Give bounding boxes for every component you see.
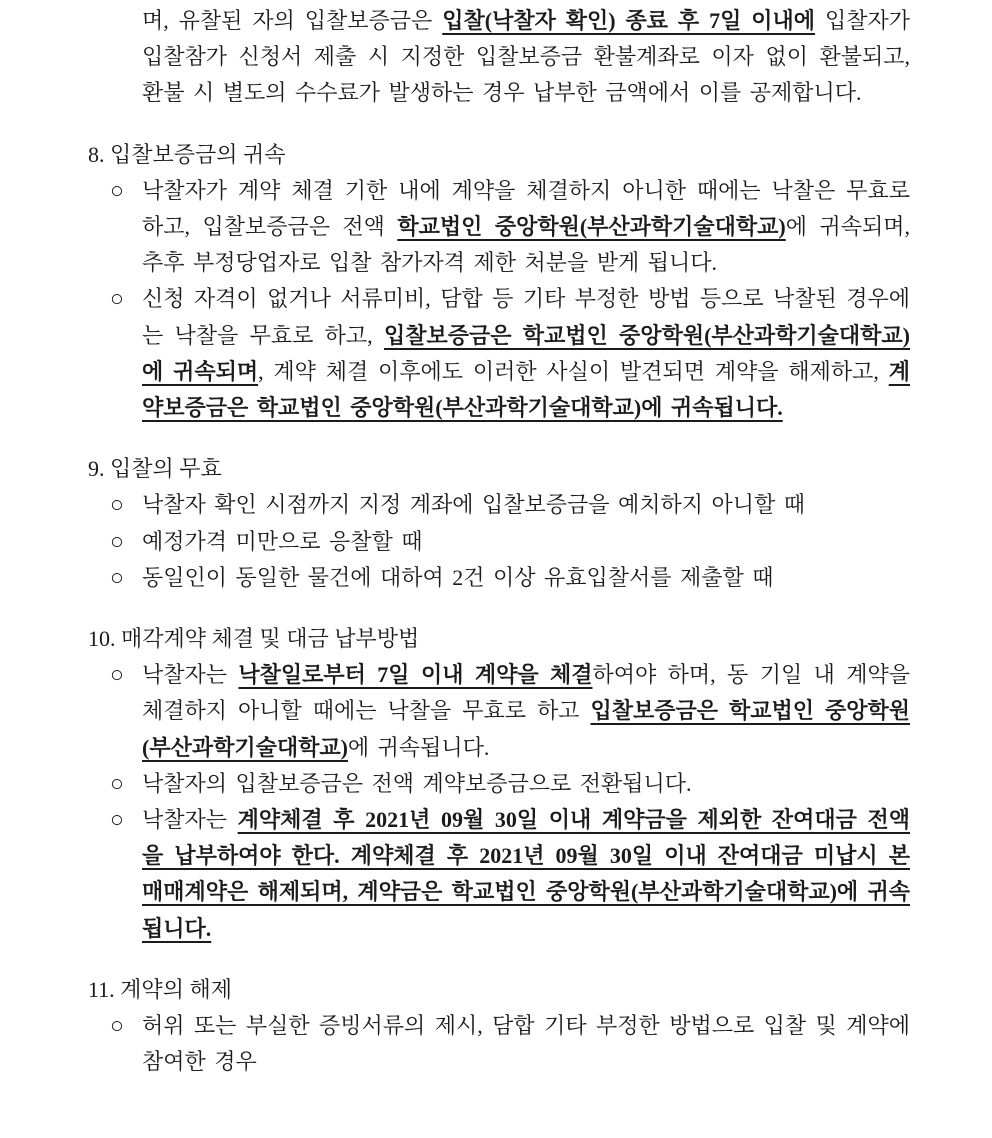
section-10-bullet-1: [88, 657, 910, 766]
bullet-circle-icon: ○: [110, 662, 124, 688]
text-run-emphasis: 입찰(낙찰자 확인) 종료 후 7일 이내에: [442, 8, 816, 33]
section-10-heading: 10. 매각계약 체결 및 대금 납부방법: [88, 626, 420, 652]
section-10-bullet-2: [88, 766, 910, 802]
bullet-circle-icon: ○: [110, 564, 124, 590]
section-11-bullet-1: [88, 1008, 910, 1080]
text-run: 하여야 하며, 동 기일 내 계약을 체결하지 아니할 때에는 낙찰을 무효로 하고: [142, 662, 911, 724]
bullet-circle-icon: ○: [110, 770, 124, 796]
text-run: 에 귀속됩니다.: [347, 734, 490, 760]
text-run: 신청 자격이 없거나 서류미비, 담합 등 기타 부정한 방법 등으로 낙찰된 경우에는 낙찰을 무효로 하고,: [142, 286, 910, 348]
text-run-emphasis: 학교법인 중앙학원(부산과학기술대학교): [397, 214, 786, 240]
text-run: 낙찰자 확인 시점까지 지정 계좌에 입찰보증금을 예치하지 아니할 때: [142, 492, 806, 518]
text-run: 낙찰자는: [142, 662, 239, 688]
section-9-bullet-1: [88, 487, 910, 523]
section-9-bullet-3: [88, 560, 910, 596]
text-run: 입찰자가 입찰참가 신청서 제출 시 지정한 입찰보증금 환불계좌로 이자 없이 환불되고, 환불 시 별도의 수수료가 발생하는 경우 납부한 금액에서 이를 공제합니다.: [142, 8, 910, 106]
section-8-heading: 8. 입찰보증금의 귀속: [88, 141, 286, 167]
text-run: , 계약 체결 이후에도 이러한 사실이 발견되면 계약을 해제하고,: [258, 358, 889, 384]
bullet-circle-icon: ○: [110, 286, 124, 312]
text-run: 낙찰자가 계약 체결 기한 내에 계약을 체결하지 아니한 때에는 낙찰은 무효로 하고, 입찰보증금은 전액: [142, 177, 910, 240]
bullet-circle-icon: ○: [110, 528, 124, 554]
section-8-bullet-2: [88, 281, 910, 426]
section-11-heading: 11. 계약의 해제: [88, 976, 232, 1002]
section-8-bullet-1: [88, 173, 910, 282]
section-10-bullet-3: [88, 802, 910, 947]
text-run: 동일인이 동일한 물건에 대하여 2건 이상 유효입찰서를 제출할 때: [142, 564, 774, 590]
bullet-circle-icon: ○: [110, 807, 124, 833]
text-run: 며, 유찰된 자의 입찰보증금은: [142, 8, 443, 33]
text-run: 낙찰자의 입찰보증금은 전액 계약보증금으로 전환됩니다.: [142, 770, 692, 796]
text-run: 허위 또는 부실한 증빙서류의 제시, 담합 기타 부정한 방법으로 입찰 및 계약에 참여한 경우: [142, 1013, 910, 1075]
text-run: 낙찰자는: [142, 807, 238, 833]
text-run-emphasis: 입찰보증금은 학교법인 중앙학원(부산과학기술대학교)에 귀속되며: [142, 322, 910, 384]
bullet-circle-icon: ○: [110, 492, 124, 518]
text-run-emphasis: 입찰보증금은 학교법인 중앙학원(부산과학기술대학교): [142, 698, 910, 760]
text-run: 에 귀속되며, 추후 부정당업자로 입찰 참가자격 제한 처분을 받게 됩니다.: [142, 214, 910, 276]
text-run: 예정가격 미만으로 응찰할 때: [142, 528, 423, 554]
continued-paragraph: [88, 3, 910, 112]
text-run-emphasis: 계약체결 후 2021년 09월 30일 이내 계약금을 제외한 잔여대금 전액을 납부하여야 한다. 계약체결 후 2021년 09월 30일 이내 잔여대금 미납시 본 매매계약은 해제되며, 계약금은 학교법인 중앙학원(부산과학기술대학교)에 귀속됩니다.: [142, 807, 910, 941]
section-9-bullet-2: [88, 524, 910, 560]
text-run-emphasis: 계약보증금은 학교법인 중앙학원(부산과학기술대학교)에 귀속됩니다.: [142, 358, 910, 421]
text-run-emphasis: 낙찰일로부터 7일 이내 계약을 체결: [238, 662, 593, 688]
bullet-circle-icon: ○: [110, 1013, 124, 1039]
bullet-circle-icon: ○: [110, 177, 124, 203]
section-9-heading: 9. 입찰의 무효: [88, 456, 222, 482]
